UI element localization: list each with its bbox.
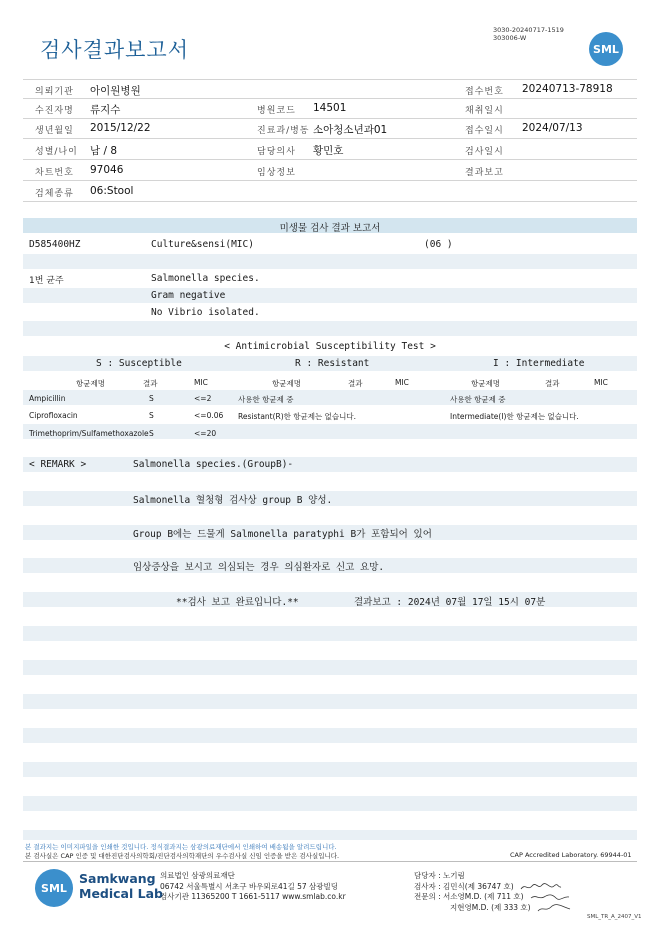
department-label: 진료과/병동 xyxy=(257,126,310,136)
info-row-5 xyxy=(23,161,637,181)
drug-row-band-1 xyxy=(23,390,637,405)
chart-no-value: 97046 xyxy=(90,164,124,176)
used-drug-note-2: 사용한 항균제 중 xyxy=(450,395,506,404)
footer-note-blue: 본 결과지는 이미지파일을 인쇄한 것입니다. 정식결과지는 삼광의료재단에서 인쇄하여 배송됨을 알려드립니다. xyxy=(25,843,337,851)
info-row-4 xyxy=(23,140,637,160)
empty-band xyxy=(23,830,637,840)
birth-label: 생년월일 xyxy=(35,126,74,136)
drug-mic-3: <=20 xyxy=(194,429,217,438)
col-result-2: 결과 xyxy=(348,379,363,388)
col-drug-1: 항균제명 xyxy=(76,379,105,388)
sml-logo-text: SML xyxy=(593,43,619,56)
name-label: 수진자명 xyxy=(35,106,74,116)
footer-sml-logo-text: SML xyxy=(41,882,67,895)
name-value: 류지수 xyxy=(90,104,121,116)
organism-line-1: Salmonella species. xyxy=(151,273,260,284)
document-id-line2: 303006-W xyxy=(493,34,527,42)
info-row-1 xyxy=(23,79,637,99)
resistant-note: Resistant(R)한 항균제는 없습니다. xyxy=(238,412,357,421)
sex-age-value: 남 / 8 xyxy=(90,145,118,157)
document-id-line1: 3030-20240717-1519 xyxy=(493,26,564,34)
specimen-label: 검체종류 xyxy=(35,189,74,199)
receipt-date-label: 접수일시 xyxy=(465,126,504,136)
remark-line-2: Salmonella 혈청형 검사상 group B 양성. xyxy=(133,495,333,506)
remark-line-4: 임상증상을 보시고 의심되는 경우 의심환자로 신고 요망. xyxy=(133,562,385,573)
col-mic-2: MIC xyxy=(395,378,409,387)
drug-result-1: S xyxy=(149,394,154,403)
result-report-label: 결과보고 xyxy=(465,168,504,178)
remark-band-2 xyxy=(23,474,637,489)
signature-1-icon xyxy=(520,882,562,892)
drug-name-1: Ampicillin xyxy=(29,394,66,403)
organism-line-2: Gram negative xyxy=(151,290,226,301)
remark-line-1: Salmonella species.(GroupB)- xyxy=(133,459,294,470)
department-value: 소아청소년과01 xyxy=(313,124,388,136)
info-row-3 xyxy=(23,119,637,139)
footer-org-name: 의료법인 삼광의료재단 xyxy=(160,871,235,880)
institution-label: 의뢰기관 xyxy=(35,87,74,97)
col-drug-2: 항균제명 xyxy=(272,379,301,388)
ast-title: < Antimicrobial Susceptibility Test > xyxy=(224,341,436,352)
test-code: D585400HZ xyxy=(29,239,81,250)
empty-band xyxy=(23,626,637,641)
footer-brand xyxy=(79,871,163,901)
document-id xyxy=(493,26,564,42)
report-datetime: 결과보고 : 2024년 07월 17일 15시 07분 xyxy=(354,597,546,608)
drug-name-3: Trimethoprim/Sulfamethoxazole xyxy=(29,429,149,438)
receipt-date-value: 2024/07/13 xyxy=(522,122,583,134)
organism-band-2 xyxy=(23,288,637,303)
footer-divider xyxy=(23,861,637,862)
empty-band xyxy=(23,660,637,675)
chart-no-label: 차트번호 xyxy=(35,168,74,178)
empty-band xyxy=(23,796,637,811)
intermediate-note: Intermediate(I)한 항균제는 없습니다. xyxy=(450,412,579,421)
signature-3-icon xyxy=(537,903,571,913)
footer-address-block xyxy=(160,871,346,903)
footer-staff-1: 담당자 : 노기림 xyxy=(414,871,465,880)
test-date-label: 검사일시 xyxy=(465,147,504,157)
info-row-2 xyxy=(23,99,637,119)
legend-susceptible: S : Susceptible xyxy=(96,358,182,369)
footer-contact: 검사기관 11365200 T 1661-5117 www.smlab.co.kr xyxy=(160,892,346,901)
form-version: SML_TR_A_2407_V1 xyxy=(587,914,642,920)
footer-signatures xyxy=(414,871,571,913)
test-line-band xyxy=(23,237,637,252)
clinical-info-label: 임상정보 xyxy=(257,168,296,178)
footer-note-accreditation: 본 검사실은 CAP 인증 및 대한진단검사의학회/진단검사의학재단의 우수검사실 신임 인증을 받은 검사실입니다. xyxy=(25,852,340,860)
col-result-3: 결과 xyxy=(545,379,560,388)
footer-brand-line1: Samkwang xyxy=(79,871,156,886)
remark-label: < REMARK > xyxy=(29,459,87,470)
doctor-label: 담당의사 xyxy=(257,147,296,157)
test-suffix: (06 ) xyxy=(424,239,453,250)
hospital-code-value: 14501 xyxy=(313,102,347,114)
remark-band-1 xyxy=(23,457,637,472)
drug-result-3: S xyxy=(149,429,154,438)
test-name: Culture&sensi(MIC) xyxy=(151,239,254,250)
cap-accreditation: CAP Accredited Laboratory. 69944-01 xyxy=(510,851,632,859)
receipt-no-value: 20240713-78918 xyxy=(522,83,613,95)
remark-band-6 xyxy=(23,541,637,556)
col-result-1: 결과 xyxy=(143,379,158,388)
legend-intermediate: I : Intermediate xyxy=(493,358,585,369)
col-drug-3: 항균제명 xyxy=(471,379,500,388)
footer-staff-4: 지현영M.D. (제 333 호) xyxy=(450,902,531,912)
empty-band xyxy=(23,694,637,709)
band-blank-1 xyxy=(23,254,637,269)
birth-value: 2015/12/22 xyxy=(90,122,151,134)
used-drug-note-1: 사용한 항균제 중 xyxy=(238,395,294,404)
page-title: 검사결과보고서 xyxy=(40,38,190,62)
legend-resistant: R : Resistant xyxy=(295,358,370,369)
section-title: 미생물 검사 결과 보고서 xyxy=(279,223,381,234)
hospital-code-label: 병원코드 xyxy=(257,106,296,116)
remark-band-4 xyxy=(23,508,637,523)
empty-band xyxy=(23,762,637,777)
collection-date-label: 채취일시 xyxy=(465,106,504,116)
footer-brand-line2: Medical Lab xyxy=(79,886,163,901)
footer-staff-2: 검사자 : 김민식(제 36747 호) xyxy=(414,881,514,891)
col-mic-1: MIC xyxy=(194,378,208,387)
band-blank-2 xyxy=(23,321,637,336)
footer-address: 06742 서울특별시 서초구 바우뫼로41길 57 삼광빌딩 xyxy=(160,881,339,891)
sex-age-label: 성별/나이 xyxy=(35,147,78,157)
remark-line-3: Group B에는 드물게 Salmonella paratyphi B가 포함되어 있어 xyxy=(133,529,432,540)
col-mic-3: MIC xyxy=(594,378,608,387)
drug-result-2: S xyxy=(149,411,154,420)
organism-band-1 xyxy=(23,271,637,286)
footer-staff-3: 전문의 : 서소영M.D. (제 711 호) xyxy=(414,892,524,901)
doctor-value: 황민호 xyxy=(313,145,344,157)
specimen-value: 06:Stool xyxy=(90,185,134,197)
info-row-6 xyxy=(23,182,637,202)
report-complete-text: **검사 보고 완료입니다.** xyxy=(176,597,299,608)
organism-line-3: No Vibrio isolated. xyxy=(151,307,260,318)
drug-mic-2: <=0.06 xyxy=(194,411,224,420)
drug-name-2: Ciprofloxacin xyxy=(29,411,78,420)
organism-label: 1번 균주 xyxy=(29,276,64,286)
signature-2-icon xyxy=(530,892,570,902)
empty-band xyxy=(23,728,637,743)
receipt-no-label: 접수번호 xyxy=(465,87,504,97)
drug-mic-1: <=2 xyxy=(194,394,212,403)
institution-value: 아이원병원 xyxy=(90,85,141,97)
